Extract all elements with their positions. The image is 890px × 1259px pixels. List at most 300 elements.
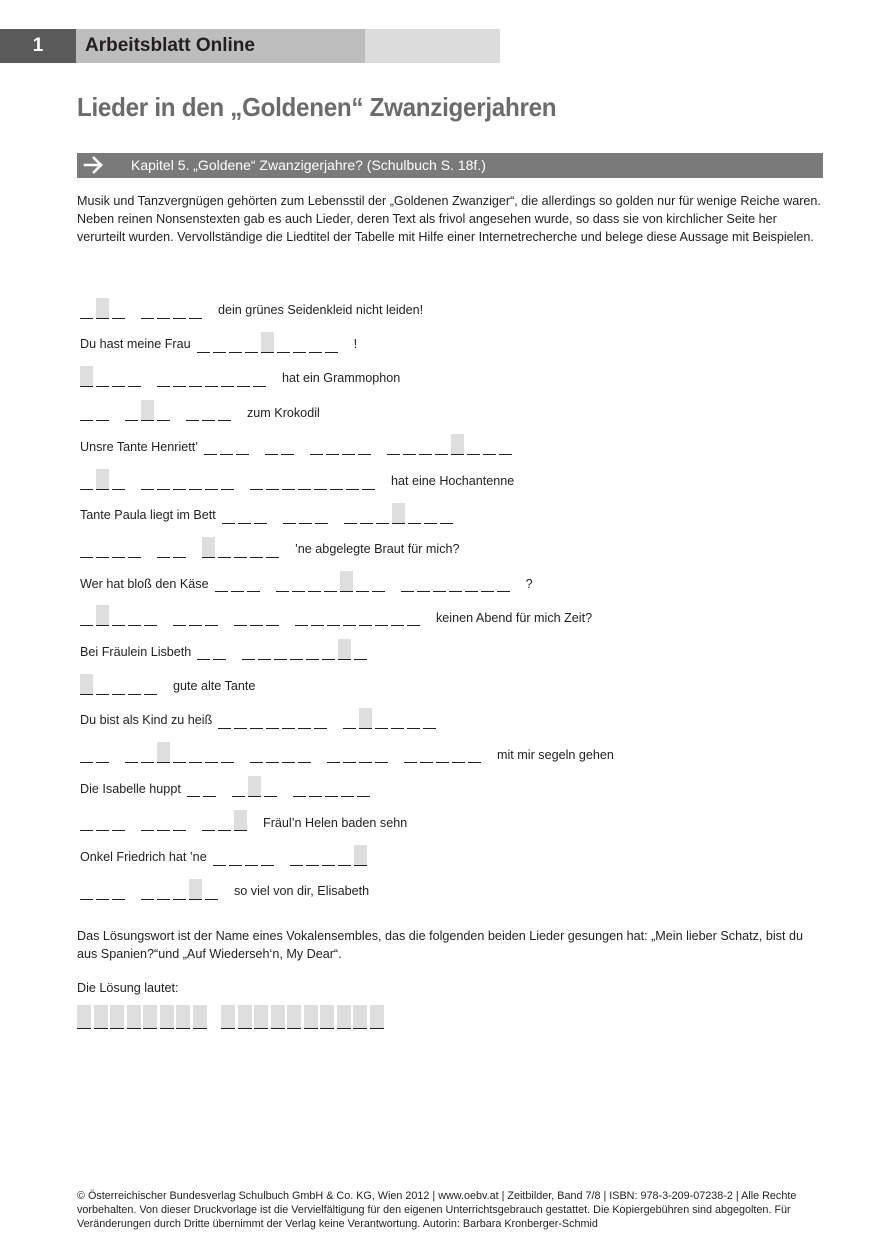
- letter-blank[interactable]: [419, 434, 432, 455]
- letter-blank[interactable]: [449, 571, 462, 592]
- letter-blank[interactable]: [112, 879, 125, 900]
- letter-blank[interactable]: [96, 366, 109, 387]
- letter-blank[interactable]: [264, 776, 277, 797]
- solution-letter-box[interactable]: [94, 1005, 108, 1029]
- letter-blank[interactable]: [497, 571, 510, 592]
- letter-blank[interactable]: [250, 708, 263, 729]
- blank-word: [231, 607, 285, 628]
- letter-blank[interactable]: [144, 605, 157, 626]
- letter-blank[interactable]: [408, 503, 421, 524]
- solution-letter-box[interactable]: [238, 1005, 252, 1029]
- letter-blank[interactable]: [343, 742, 356, 763]
- letter-blank[interactable]: [173, 879, 186, 900]
- letter-blank[interactable]: [80, 400, 93, 421]
- solution-instruction: Das Lösungswort ist der Name eines Vokalensembles, das die folgenden beiden Lieder gesungen hat: „Mein lieber Schatz, bist du aus Spanien?“und „Auf Wiederseh‘n, My Dear“.: [77, 929, 803, 961]
- letter-blank[interactable]: [238, 503, 251, 524]
- letter-blank[interactable]: [423, 708, 436, 729]
- letter-blank[interactable]: [420, 742, 433, 763]
- letter-blank[interactable]: [221, 742, 234, 763]
- letter-blank[interactable]: [283, 503, 296, 524]
- letter-blank[interactable]: [141, 298, 154, 319]
- letter-blank[interactable]: [290, 845, 303, 866]
- letter-blank[interactable]: [298, 708, 311, 729]
- solution-letter-box[interactable]: [304, 1005, 318, 1029]
- letter-blank[interactable]: [250, 537, 263, 558]
- letter-blank[interactable]: [309, 332, 322, 353]
- solution-letter-blank[interactable]: [354, 845, 367, 866]
- letter-blank[interactable]: [218, 537, 231, 558]
- letter-blank[interactable]: [375, 708, 388, 729]
- blank-word: [138, 881, 224, 902]
- solution-letter-box[interactable]: [221, 1005, 235, 1029]
- letter-blank[interactable]: [277, 332, 290, 353]
- letter-blank[interactable]: [306, 639, 319, 660]
- song-line: [77, 874, 837, 908]
- letter-blank[interactable]: [250, 605, 263, 626]
- solution-letter-box[interactable]: [287, 1005, 301, 1029]
- blank-word: [184, 778, 222, 799]
- letter-blank[interactable]: [435, 434, 448, 455]
- letter-blank[interactable]: [96, 674, 109, 695]
- letter-blank[interactable]: [112, 366, 125, 387]
- letter-blank[interactable]: [80, 879, 93, 900]
- blank-word: [194, 641, 232, 662]
- solution-letter-blank[interactable]: [340, 571, 353, 592]
- letter-blank[interactable]: [322, 639, 335, 660]
- arrow-right-icon: [83, 155, 105, 175]
- solution-letter-blank[interactable]: [261, 332, 274, 353]
- letter-blank[interactable]: [281, 434, 294, 455]
- letter-blank[interactable]: [360, 503, 373, 524]
- letter-blank[interactable]: [112, 674, 125, 695]
- letter-blank[interactable]: [202, 400, 215, 421]
- blank-word: [212, 573, 266, 594]
- blank-word: [340, 710, 442, 731]
- song-text: keinen Abend für mich Zeit?: [436, 610, 593, 625]
- letter-blank[interactable]: [128, 537, 141, 558]
- letter-blank[interactable]: [157, 298, 170, 319]
- letter-blank[interactable]: [295, 605, 308, 626]
- letter-blank[interactable]: [80, 605, 93, 626]
- letter-blank[interactable]: [274, 639, 287, 660]
- solution-letter-box[interactable]: [337, 1005, 351, 1029]
- letter-blank[interactable]: [189, 366, 202, 387]
- song-text: Du hast meine Frau: [80, 337, 191, 352]
- solution-letter-blank[interactable]: [189, 879, 202, 900]
- letter-blank[interactable]: [483, 434, 496, 455]
- letter-blank[interactable]: [407, 605, 420, 626]
- letter-blank[interactable]: [221, 366, 234, 387]
- letter-blank[interactable]: [222, 503, 235, 524]
- letter-blank[interactable]: [125, 400, 138, 421]
- solution-letter-blank[interactable]: [202, 537, 215, 558]
- blank-word: [280, 505, 334, 526]
- solution-letter-blank[interactable]: [451, 434, 464, 455]
- letter-blank[interactable]: [343, 708, 356, 729]
- letter-blank[interactable]: [391, 605, 404, 626]
- letter-blank[interactable]: [358, 434, 371, 455]
- letter-blank[interactable]: [189, 605, 202, 626]
- letter-blank[interactable]: [96, 537, 109, 558]
- letter-blank[interactable]: [346, 469, 359, 490]
- letter-blank[interactable]: [293, 776, 306, 797]
- letter-blank[interactable]: [417, 571, 430, 592]
- song-line: [77, 396, 837, 430]
- solution-letter-blank[interactable]: [338, 639, 351, 660]
- letter-blank[interactable]: [359, 742, 372, 763]
- letter-blank[interactable]: [391, 708, 404, 729]
- letter-blank[interactable]: [310, 434, 323, 455]
- letter-blank[interactable]: [141, 742, 154, 763]
- letter-blank[interactable]: [327, 605, 340, 626]
- letter-blank[interactable]: [298, 469, 311, 490]
- letter-blank[interactable]: [234, 537, 247, 558]
- letter-blank[interactable]: [266, 469, 279, 490]
- letter-blank[interactable]: [326, 434, 339, 455]
- letter-blank[interactable]: [157, 469, 170, 490]
- letter-blank[interactable]: [213, 639, 226, 660]
- solution-word: [77, 1005, 209, 1029]
- letter-blank[interactable]: [205, 879, 218, 900]
- letter-blank[interactable]: [205, 742, 218, 763]
- solution-letter-blank[interactable]: [359, 708, 372, 729]
- solution-letter-blank[interactable]: [96, 469, 109, 490]
- letter-blank[interactable]: [80, 810, 93, 831]
- letter-blank[interactable]: [308, 571, 321, 592]
- solution-letter-blank[interactable]: [96, 605, 109, 626]
- letter-blank[interactable]: [440, 503, 453, 524]
- letter-blank[interactable]: [290, 639, 303, 660]
- solution-letter-blank[interactable]: [248, 776, 261, 797]
- song-line: [77, 806, 837, 840]
- song-text: mit mir segeln gehen: [497, 747, 614, 762]
- letter-blank[interactable]: [330, 469, 343, 490]
- solution-letter-box[interactable]: [271, 1005, 285, 1029]
- letter-blank[interactable]: [362, 469, 375, 490]
- solution-letter-box[interactable]: [143, 1005, 157, 1029]
- letter-blank[interactable]: [338, 845, 351, 866]
- solution-letter-box[interactable]: [370, 1005, 384, 1029]
- letter-blank[interactable]: [112, 810, 125, 831]
- letter-blank[interactable]: [499, 434, 512, 455]
- song-line: [77, 635, 837, 669]
- letter-blank[interactable]: [433, 571, 446, 592]
- song-text: so viel von dir, Elisabeth: [234, 884, 370, 899]
- letter-blank[interactable]: [229, 332, 242, 353]
- letter-blank[interactable]: [112, 605, 125, 626]
- letter-blank[interactable]: [247, 571, 260, 592]
- song-text: !: [353, 337, 358, 352]
- song-list: [77, 293, 837, 908]
- letter-blank[interactable]: [293, 332, 306, 353]
- song-line: [77, 464, 837, 498]
- letter-blank[interactable]: [342, 434, 355, 455]
- letter-blank[interactable]: [80, 298, 93, 319]
- song-text: dein grünes Seidenkleid nicht leiden!: [218, 303, 424, 318]
- letter-blank[interactable]: [96, 742, 109, 763]
- letter-blank[interactable]: [258, 639, 271, 660]
- letter-blank[interactable]: [314, 469, 327, 490]
- song-text: hat eine Hochantenne: [391, 474, 515, 489]
- song-text: Fräul’n Helen baden sehn: [263, 815, 408, 830]
- letter-blank[interactable]: [205, 605, 218, 626]
- letter-blank[interactable]: [253, 366, 266, 387]
- blank-word: [292, 607, 426, 628]
- worksheet-label: Arbeitsblatt Online: [76, 29, 365, 63]
- letter-blank[interactable]: [282, 742, 295, 763]
- letter-blank[interactable]: [242, 639, 255, 660]
- solution-letter-blank[interactable]: [157, 742, 170, 763]
- letter-blank[interactable]: [141, 469, 154, 490]
- letter-blank[interactable]: [96, 400, 109, 421]
- letter-blank[interactable]: [141, 810, 154, 831]
- letter-blank[interactable]: [173, 469, 186, 490]
- letter-blank[interactable]: [314, 708, 327, 729]
- solution-letter-box[interactable]: [254, 1005, 268, 1029]
- letter-blank[interactable]: [292, 571, 305, 592]
- letter-blank[interactable]: [220, 434, 233, 455]
- letter-blank[interactable]: [218, 708, 231, 729]
- letter-blank[interactable]: [276, 571, 289, 592]
- letter-blank[interactable]: [229, 845, 242, 866]
- letter-blank[interactable]: [468, 742, 481, 763]
- letter-blank[interactable]: [354, 639, 367, 660]
- blank-word: [138, 471, 240, 492]
- blank-word: [398, 573, 516, 594]
- letter-blank[interactable]: [186, 400, 199, 421]
- letter-blank[interactable]: [215, 571, 228, 592]
- blank-word: [287, 847, 373, 868]
- blank-word: [154, 539, 192, 560]
- letter-blank[interactable]: [403, 434, 416, 455]
- song-line: [77, 601, 837, 635]
- letter-blank[interactable]: [157, 400, 170, 421]
- letter-blank[interactable]: [325, 776, 338, 797]
- blank-word: [77, 300, 131, 321]
- solution-letter-blank[interactable]: [96, 298, 109, 319]
- letter-blank[interactable]: [325, 332, 338, 353]
- letter-blank[interactable]: [372, 571, 385, 592]
- solution-letter-box[interactable]: [110, 1005, 124, 1029]
- letter-blank[interactable]: [205, 366, 218, 387]
- song-line: [77, 532, 837, 566]
- letter-blank[interactable]: [237, 366, 250, 387]
- solution-letter-blank[interactable]: [80, 674, 93, 695]
- song-text: Du bist als Kind zu heiß: [80, 713, 213, 728]
- solution-letter-box[interactable]: [160, 1005, 174, 1029]
- letter-blank[interactable]: [315, 503, 328, 524]
- letter-blank[interactable]: [341, 776, 354, 797]
- song-line: [77, 772, 837, 806]
- letter-blank[interactable]: [266, 605, 279, 626]
- solution-letter-box[interactable]: [353, 1005, 367, 1029]
- letter-blank[interactable]: [80, 742, 93, 763]
- blank-word: [273, 573, 391, 594]
- footer-copyright: © Österreichischer Bundesverlag Schulbuch GmbH & Co. KG, Wien 2012 | www.oebv.at | Zeitbilder, Band 7/8 | ISBN: 978-3-209-07238-2 | Alle Rechte vorbehalten. Von dieser Druckvorlage ist die Vervielfältigung für den eigenen Unterrichtsgebrauch gestattet. Die Kopiergebühren sind abgegolten. Für Veränderungen durch Dritte übernimmt der Verlag keine Verantwortung. Autorin: Barbara Kronberger-Schmid: [77, 1190, 797, 1230]
- blank-word: [219, 505, 273, 526]
- letter-blank[interactable]: [436, 742, 449, 763]
- blank-word: [215, 710, 333, 731]
- letter-blank[interactable]: [236, 434, 249, 455]
- song-line: [77, 327, 837, 361]
- blank-word: [77, 607, 163, 628]
- letter-blank[interactable]: [80, 537, 93, 558]
- letter-blank[interactable]: [306, 845, 319, 866]
- solution-letter-blank[interactable]: [234, 810, 247, 831]
- letter-blank[interactable]: [376, 503, 389, 524]
- letter-blank[interactable]: [173, 298, 186, 319]
- song-text: Bei Fräulein Lisbeth: [80, 644, 192, 659]
- letter-blank[interactable]: [173, 810, 186, 831]
- letter-blank[interactable]: [197, 639, 210, 660]
- letter-blank[interactable]: [141, 879, 154, 900]
- blank-word: [77, 744, 115, 765]
- blank-word: [77, 402, 115, 423]
- letter-blank[interactable]: [359, 605, 372, 626]
- letter-blank[interactable]: [265, 434, 278, 455]
- letter-blank[interactable]: [299, 503, 312, 524]
- letter-blank[interactable]: [357, 776, 370, 797]
- letter-blank[interactable]: [282, 708, 295, 729]
- letter-blank[interactable]: [327, 742, 340, 763]
- letter-blank[interactable]: [375, 742, 388, 763]
- blank-word: [77, 539, 147, 560]
- letter-blank[interactable]: [481, 571, 494, 592]
- letter-blank[interactable]: [125, 742, 138, 763]
- song-text: ’ne abgelegte Braut für mich?: [295, 542, 460, 557]
- letter-blank[interactable]: [282, 469, 295, 490]
- page-title: Lieder in den „Goldenen“ Zwanzigerjahren: [77, 92, 557, 122]
- letter-blank[interactable]: [245, 332, 258, 353]
- letter-blank[interactable]: [356, 571, 369, 592]
- blank-word: [122, 744, 240, 765]
- letter-blank[interactable]: [189, 469, 202, 490]
- letter-blank[interactable]: [80, 469, 93, 490]
- blank-word: [77, 471, 131, 492]
- song-line: [77, 703, 837, 737]
- letter-blank[interactable]: [298, 742, 311, 763]
- letter-blank[interactable]: [96, 810, 109, 831]
- letter-blank[interactable]: [232, 776, 245, 797]
- letter-blank[interactable]: [213, 845, 226, 866]
- letter-blank[interactable]: [218, 400, 231, 421]
- solution-letter-box[interactable]: [176, 1005, 190, 1029]
- letter-blank[interactable]: [250, 742, 263, 763]
- solution-letter-box[interactable]: [320, 1005, 334, 1029]
- letter-blank[interactable]: [375, 605, 388, 626]
- letter-blank[interactable]: [343, 605, 356, 626]
- blank-word: [194, 334, 344, 355]
- letter-blank[interactable]: [234, 708, 247, 729]
- letter-blank[interactable]: [324, 571, 337, 592]
- letter-blank[interactable]: [189, 298, 202, 319]
- letter-blank[interactable]: [401, 571, 414, 592]
- letter-blank[interactable]: [202, 810, 215, 831]
- letter-blank[interactable]: [213, 332, 226, 353]
- blank-word: [77, 881, 131, 902]
- blank-word: [138, 300, 208, 321]
- solution-letter-blank[interactable]: [392, 503, 405, 524]
- letter-blank[interactable]: [173, 605, 186, 626]
- letter-blank[interactable]: [309, 776, 322, 797]
- blank-word: [77, 676, 163, 697]
- letter-blank[interactable]: [204, 434, 217, 455]
- letter-blank[interactable]: [173, 537, 186, 558]
- blank-word: [154, 368, 272, 389]
- song-line: [77, 840, 837, 874]
- worksheet-number: 1: [0, 29, 76, 63]
- letter-blank[interactable]: [261, 845, 274, 866]
- letter-blank[interactable]: [344, 503, 357, 524]
- solution-label: Die Lösung lautet:: [77, 981, 179, 995]
- letter-blank[interactable]: [187, 776, 200, 797]
- letter-blank[interactable]: [173, 742, 186, 763]
- letter-blank[interactable]: [254, 503, 267, 524]
- letter-blank[interactable]: [205, 469, 218, 490]
- letter-blank[interactable]: [221, 469, 234, 490]
- letter-blank[interactable]: [424, 503, 437, 524]
- letter-blank[interactable]: [231, 571, 244, 592]
- letter-blank[interactable]: [128, 674, 141, 695]
- letter-blank[interactable]: [250, 469, 263, 490]
- solution-letter-blank[interactable]: [141, 400, 154, 421]
- letter-blank[interactable]: [407, 708, 420, 729]
- solution-letter-blank[interactable]: [80, 366, 93, 387]
- letter-blank[interactable]: [189, 742, 202, 763]
- solution-boxes: [77, 1005, 386, 1029]
- letter-blank[interactable]: [128, 605, 141, 626]
- letter-blank[interactable]: [452, 742, 465, 763]
- song-line: [77, 669, 837, 703]
- letter-blank[interactable]: [311, 605, 324, 626]
- solution-letter-box[interactable]: [77, 1005, 91, 1029]
- letter-blank[interactable]: [234, 605, 247, 626]
- solution-letter-box[interactable]: [127, 1005, 141, 1029]
- letter-blank[interactable]: [404, 742, 417, 763]
- letter-blank[interactable]: [157, 810, 170, 831]
- letter-blank[interactable]: [96, 879, 109, 900]
- letter-blank[interactable]: [112, 298, 125, 319]
- letter-blank[interactable]: [128, 366, 141, 387]
- letter-blank[interactable]: [266, 742, 279, 763]
- header-bar: [0, 29, 500, 63]
- letter-blank[interactable]: [157, 879, 170, 900]
- song-text: ?: [525, 576, 533, 591]
- letter-blank[interactable]: [467, 434, 480, 455]
- letter-blank[interactable]: [197, 332, 210, 353]
- letter-blank[interactable]: [322, 845, 335, 866]
- blank-word: [183, 402, 237, 423]
- letter-blank[interactable]: [465, 571, 478, 592]
- song-text: Die Isabelle huppt: [80, 781, 181, 796]
- letter-blank[interactable]: [218, 810, 231, 831]
- letter-blank[interactable]: [157, 366, 170, 387]
- song-line: [77, 498, 837, 532]
- letter-blank[interactable]: [112, 469, 125, 490]
- solution-letter-box[interactable]: [193, 1005, 207, 1029]
- letter-blank[interactable]: [387, 434, 400, 455]
- letter-blank[interactable]: [144, 674, 157, 695]
- letter-blank[interactable]: [173, 366, 186, 387]
- letter-blank[interactable]: [112, 537, 125, 558]
- letter-blank[interactable]: [245, 845, 258, 866]
- blank-word: [122, 402, 176, 423]
- letter-blank[interactable]: [203, 776, 216, 797]
- letter-blank[interactable]: [266, 708, 279, 729]
- letter-blank[interactable]: [266, 537, 279, 558]
- blank-word: [307, 436, 377, 457]
- letter-blank[interactable]: [157, 537, 170, 558]
